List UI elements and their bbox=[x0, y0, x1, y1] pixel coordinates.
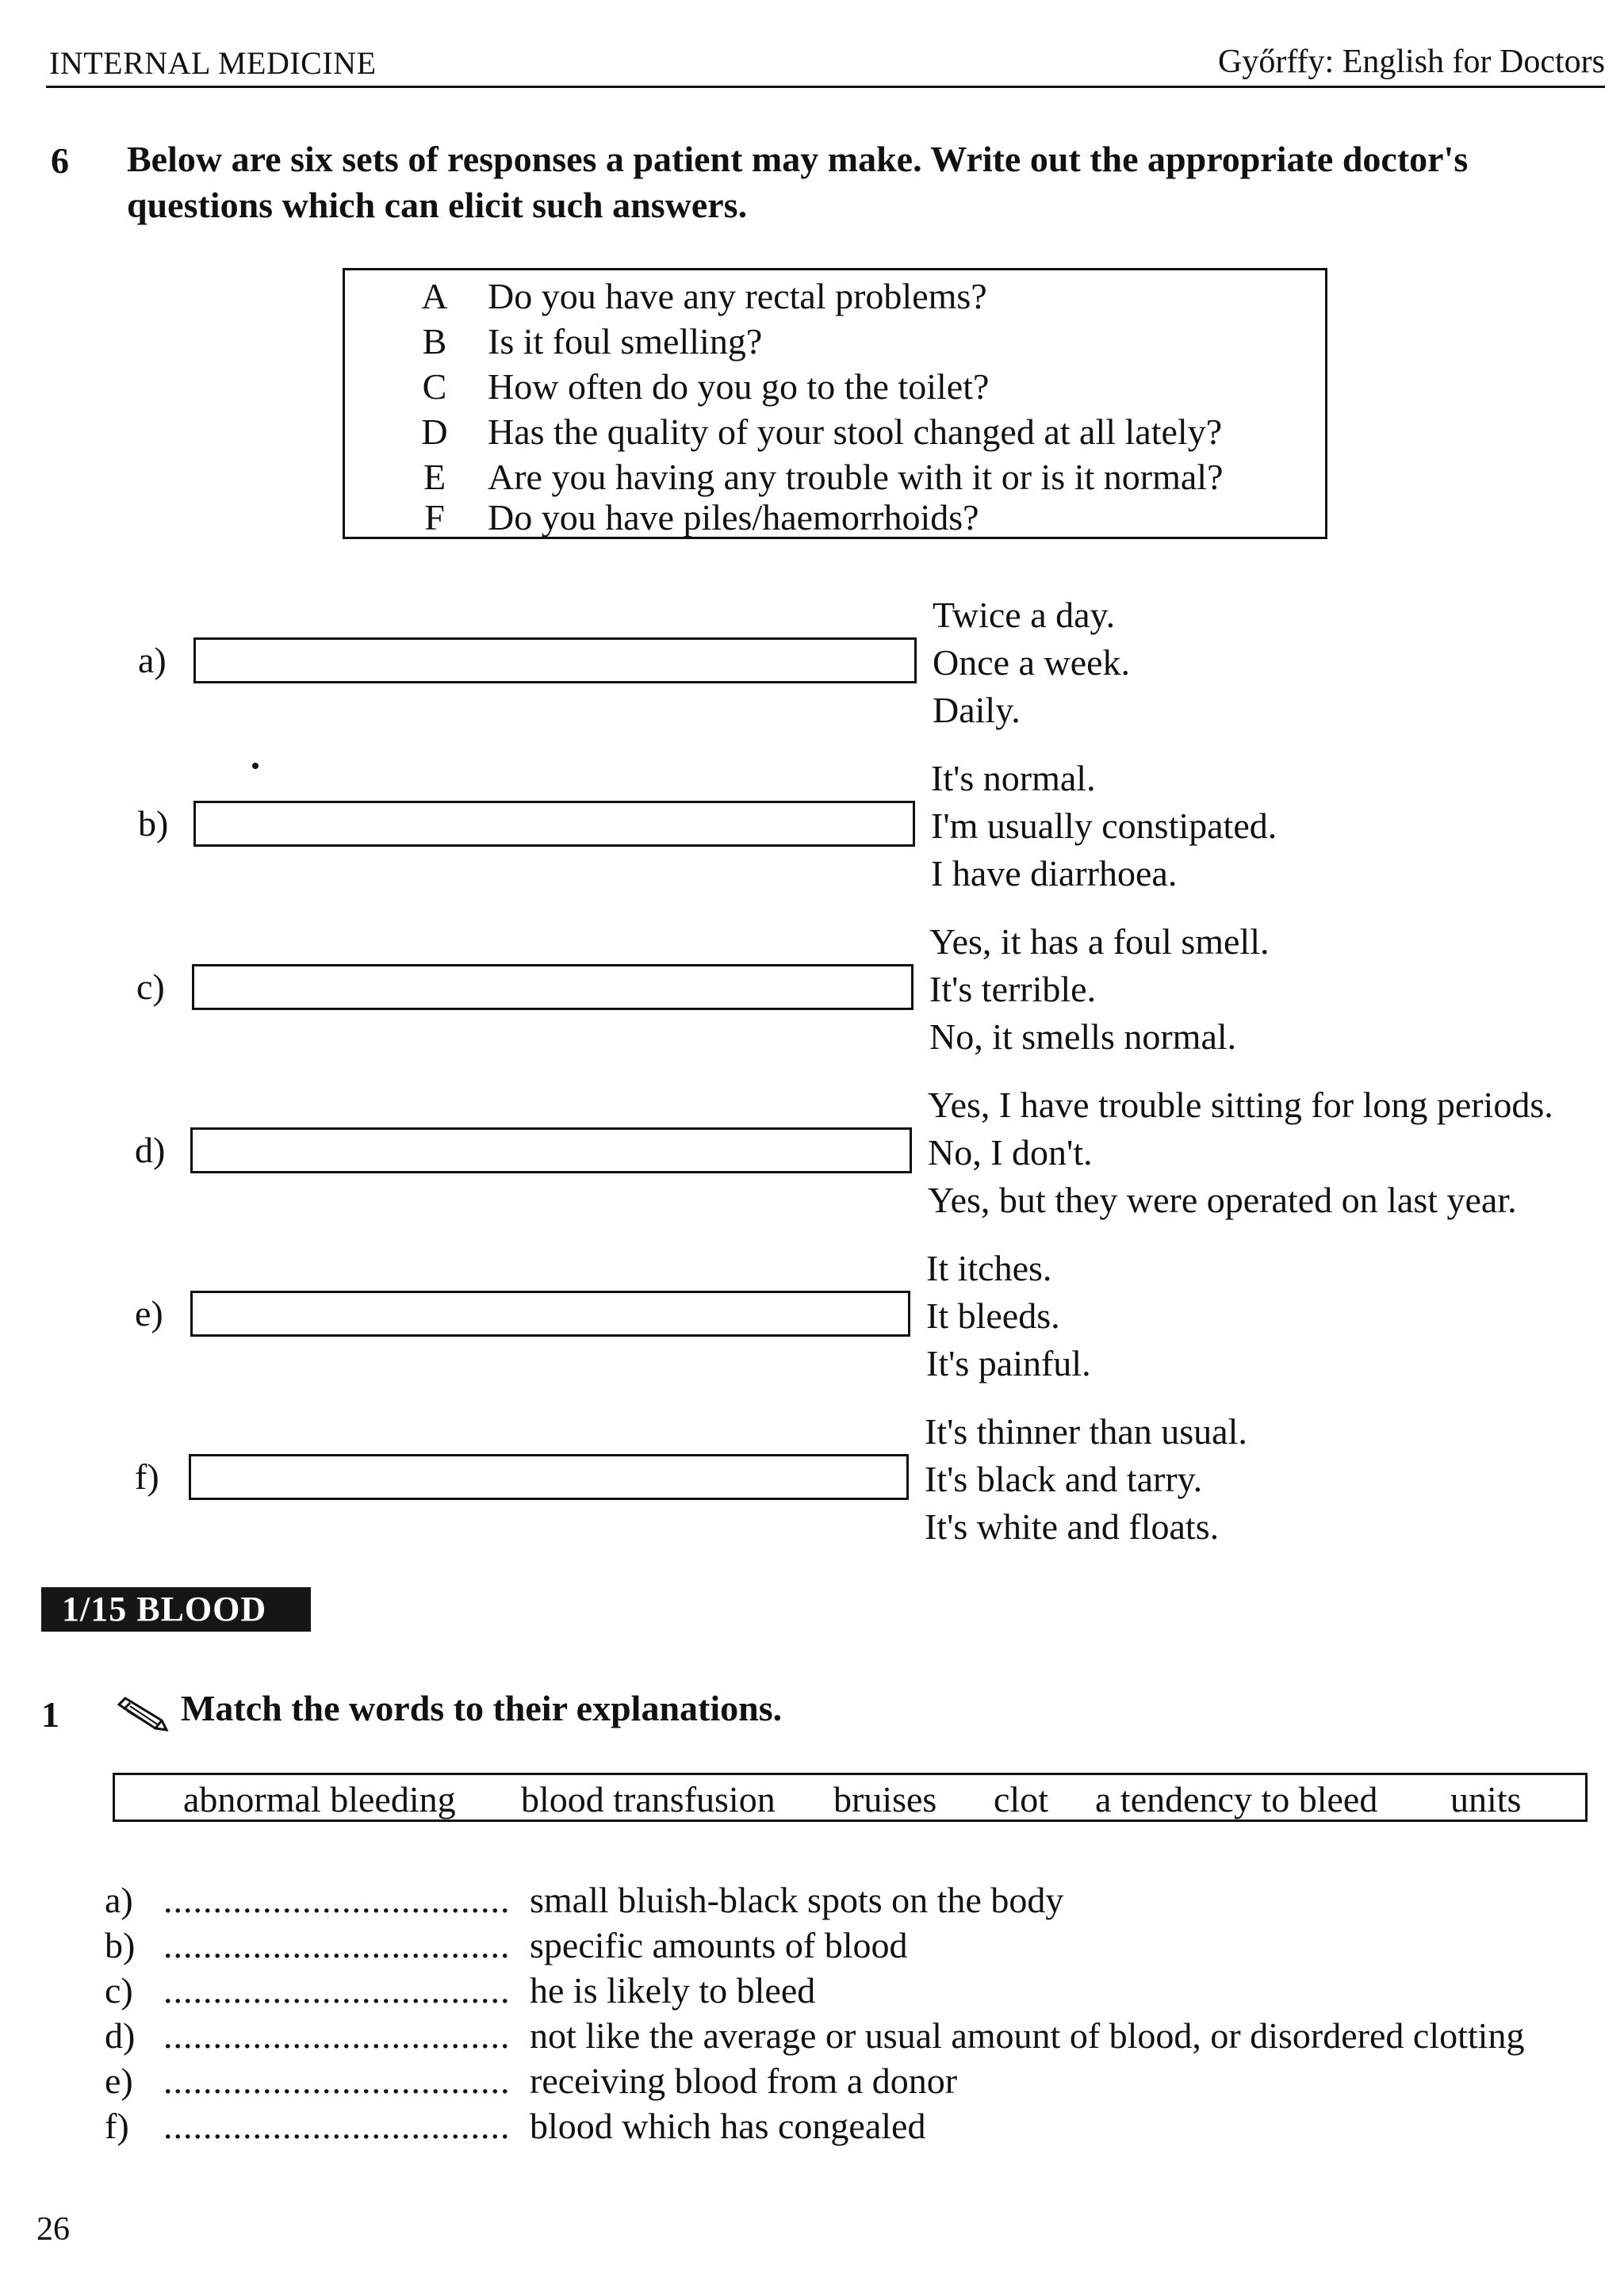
answer-input-e[interactable] bbox=[190, 1291, 910, 1337]
response: It itches. bbox=[926, 1248, 1052, 1288]
match-label: c) bbox=[105, 1970, 133, 2011]
item-label: e) bbox=[135, 1293, 163, 1334]
word-bank-item: a tendency to bleed bbox=[1095, 1779, 1378, 1820]
match-label: e) bbox=[105, 2061, 133, 2101]
exercise-6-number: 6 bbox=[51, 140, 69, 181]
exercise-6-instructions bbox=[127, 136, 1468, 228]
match-label: b) bbox=[105, 1925, 136, 1965]
answer-input-d[interactable] bbox=[190, 1127, 912, 1173]
header-rule bbox=[46, 86, 1605, 88]
match-explanation: small bluish-black spots on the body bbox=[530, 1880, 1064, 1920]
response: It's terrible. bbox=[929, 969, 1097, 1009]
match-answer-blank[interactable]: ................................... bbox=[163, 2015, 511, 2056]
exercise-1-number: 1 bbox=[41, 1694, 59, 1735]
response-list bbox=[925, 1408, 1247, 1551]
question-letter: B bbox=[422, 321, 447, 362]
page-number: 26 bbox=[36, 2211, 70, 2248]
word-bank-item: blood transfusion bbox=[521, 1779, 776, 1820]
running-header-right: Győrffy: English for Doctors bbox=[1218, 44, 1605, 80]
match-answer-blank[interactable]: ................................... bbox=[163, 2106, 511, 2146]
question-text: Are you having any trouble with it or is it normal? bbox=[488, 457, 1224, 497]
question-text: How often do you go to the toilet? bbox=[488, 366, 990, 407]
exercise-6-title-line1: Below are six sets of responses a patient may make. Write out the appropriate doctor's bbox=[127, 139, 1469, 179]
response: Twice a day. bbox=[933, 595, 1116, 635]
match-answer-blank[interactable]: ................................... bbox=[163, 1925, 511, 1965]
question-text: Is it foul smelling? bbox=[488, 321, 763, 362]
running-header-left: INTERNAL MEDICINE bbox=[49, 45, 377, 81]
answer-input-a[interactable] bbox=[193, 637, 917, 683]
item-label: f) bbox=[135, 1456, 159, 1497]
match-explanation: not like the average or usual amount of blood, or disordered clotting bbox=[530, 2015, 1525, 2056]
response: It's normal. bbox=[931, 758, 1096, 798]
match-label: a) bbox=[105, 1880, 133, 1920]
match-explanation: specific amounts of blood bbox=[530, 1925, 908, 1965]
match-explanation: receiving blood from a donor bbox=[530, 2061, 958, 2101]
answer-input-c[interactable] bbox=[192, 964, 914, 1010]
response: It's black and tarry. bbox=[925, 1459, 1203, 1499]
question-text: Do you have any rectal problems? bbox=[488, 276, 987, 316]
match-answer-blank[interactable]: ................................... bbox=[163, 1970, 511, 2011]
question-text: Has the quality of your stool changed at all lately? bbox=[488, 411, 1223, 452]
response-list bbox=[933, 591, 1130, 734]
word-bank-item: abnormal bleeding bbox=[183, 1779, 456, 1820]
exercise-1-instructions bbox=[114, 1686, 782, 1742]
response: I'm usually constipated. bbox=[931, 806, 1277, 846]
response: Yes, I have trouble sitting for long periods. bbox=[928, 1085, 1553, 1125]
question-letter: A bbox=[421, 276, 448, 316]
response-list bbox=[928, 1081, 1553, 1224]
response: I have diarrhoea. bbox=[931, 853, 1178, 894]
answer-input-b[interactable] bbox=[193, 801, 915, 847]
item-label: b) bbox=[138, 803, 169, 844]
match-explanation: blood which has congealed bbox=[530, 2106, 926, 2146]
response: Once a week. bbox=[933, 642, 1131, 683]
question-letter: D bbox=[421, 411, 448, 452]
word-bank bbox=[113, 1773, 1588, 1822]
response: It's painful. bbox=[926, 1343, 1091, 1383]
question-letter: C bbox=[422, 366, 447, 407]
exercise-6-title-line2: questions which can elicit such answers. bbox=[127, 185, 748, 225]
response: It's white and floats. bbox=[925, 1506, 1220, 1547]
response-list bbox=[929, 918, 1270, 1061]
question-letter: E bbox=[423, 457, 446, 497]
match-explanation: he is likely to bleed bbox=[530, 1970, 816, 2011]
response: Yes, it has a foul smell. bbox=[929, 921, 1270, 962]
response: Yes, but they were operated on last year. bbox=[928, 1180, 1517, 1220]
match-answer-blank[interactable]: ................................... bbox=[163, 2061, 511, 2101]
match-answer-blank[interactable]: ................................... bbox=[163, 1880, 511, 1920]
item-label: a) bbox=[138, 640, 167, 680]
response: No, it smells normal. bbox=[929, 1016, 1237, 1057]
question-box bbox=[343, 268, 1327, 539]
answer-input-f[interactable] bbox=[189, 1454, 909, 1500]
match-label: d) bbox=[105, 2015, 136, 2056]
response: It's thinner than usual. bbox=[925, 1411, 1247, 1452]
question-text: Do you have piles/haemorrhoids? bbox=[488, 497, 979, 538]
item-label: c) bbox=[136, 966, 165, 1007]
section-heading: 1/15 BLOOD bbox=[41, 1587, 311, 1632]
word-bank-item: units bbox=[1450, 1779, 1522, 1820]
word-bank-item: clot bbox=[994, 1779, 1048, 1820]
item-label: d) bbox=[135, 1130, 166, 1170]
response: No, I don't. bbox=[928, 1132, 1093, 1173]
match-label: f) bbox=[105, 2106, 129, 2146]
print-speck bbox=[252, 763, 259, 769]
word-bank-item: bruises bbox=[833, 1779, 937, 1820]
response-list bbox=[926, 1245, 1091, 1387]
response: It bleeds. bbox=[926, 1295, 1060, 1336]
exercise-1-title: Match the words to their explanations. bbox=[181, 1688, 783, 1728]
pencil-icon bbox=[114, 1693, 173, 1742]
response: Daily. bbox=[933, 690, 1021, 730]
question-letter: F bbox=[424, 497, 445, 538]
response-list bbox=[931, 755, 1277, 897]
